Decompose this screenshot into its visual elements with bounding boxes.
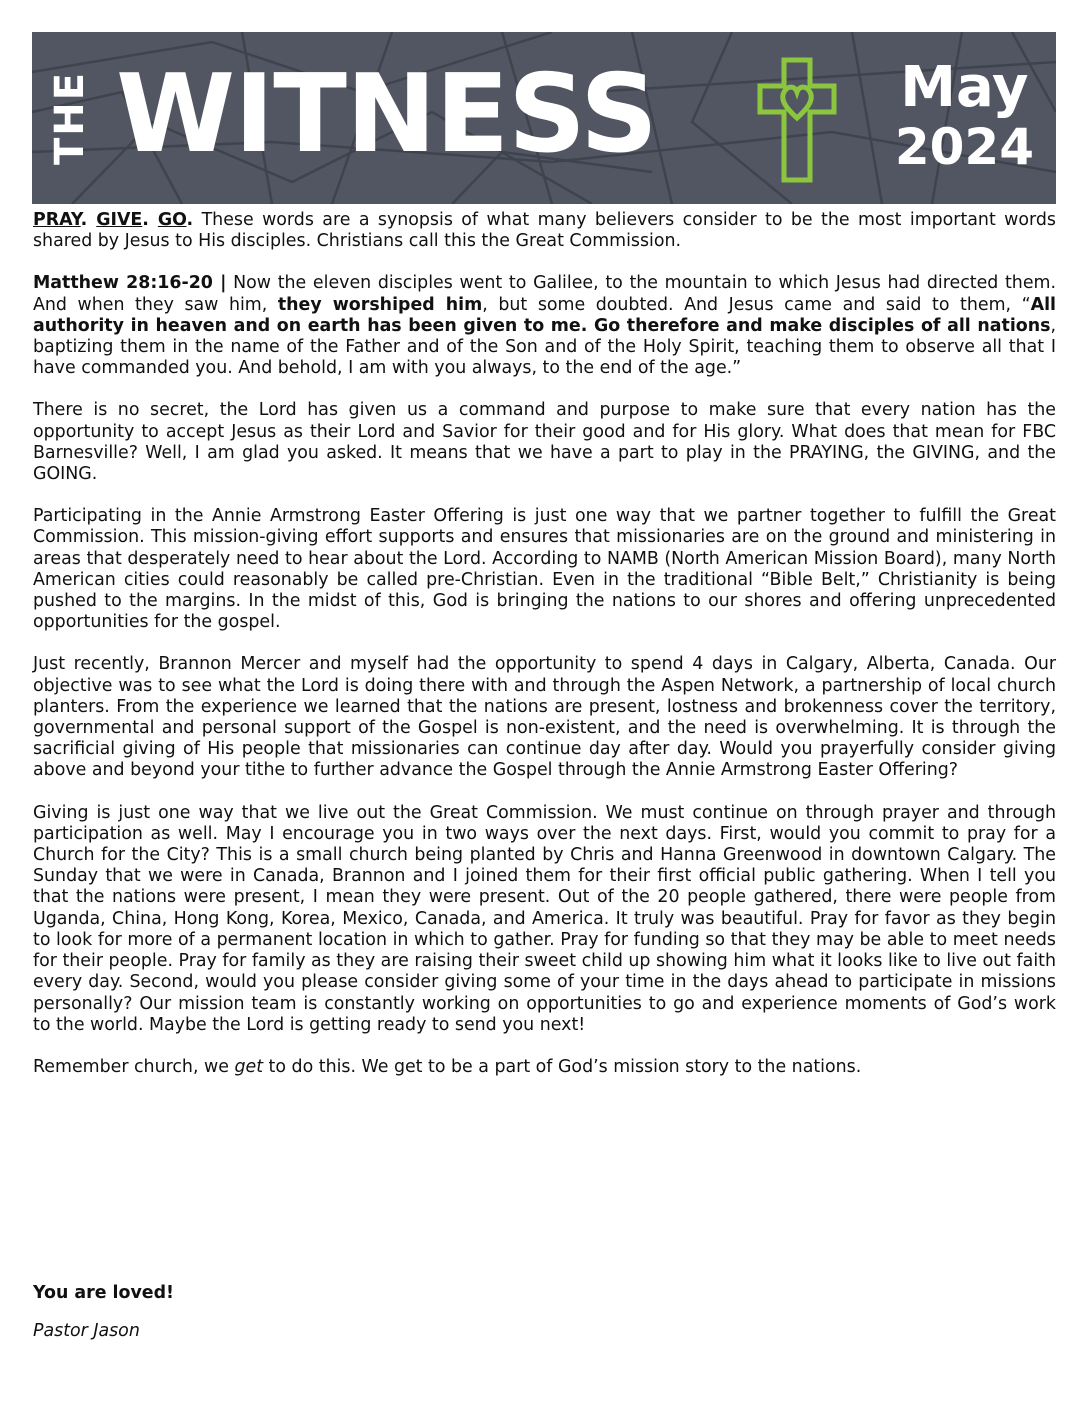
great-commission-quote: All authority in heaven and on earth has been given to me. Go therefore and make disciples of all nations [33,294,1056,336]
issue-year: 2024 [894,118,1034,176]
emphasis-get: get [234,1056,264,1077]
the-label: THE [47,70,93,166]
cross-with-heart-icon [756,56,838,184]
issue-month: May [900,55,1029,120]
intro-text: These words are a synopsis of what many believers consider to be the most important words shared by Jesus to His disciples. Christians call this the Great Commission. [33,210,1056,252]
paragraph: Just recently, Brannon Mercer and myself had the opportunity to spend 4 days in Calgary, Alberta, Canada. Our objective was to see what the Lord is doing there with and through the Aspen Network, a partnership of local church planters. From the experience we learned that the nations are present, lostness and brokenness cover the territory, governmental and personal support of the Gospel is non-existent, and the need is overwhelming. It is through the sacrificial giving of His people that missionaries can continue day after day. Would you prayerfully consider giving above and beyond your tithe to further advance the Gospel through the Annie Armstrong Easter Offering? [33,654,1056,781]
give-keyword: GIVE [96,210,143,230]
intro-paragraph: PRAY. GIVE. GO. These words are a synopsis of what many believers consider to be the most important words shared by Jesus to His disciples. Christians call this the Great Commission. [33,210,1056,252]
issue-date [895,56,1034,174]
closing-line: You are loved! [33,1283,174,1303]
scripture-emphasis: they worshiped him [277,294,483,315]
scripture-paragraph: Matthew 28:16-20 | Now the eleven disciples went to Galilee, to the mountain to which Jesus had directed them. And when they saw him, they worshiped him, but some doubted. And Jesus came and said to them, “All authority in heaven and on earth has been given to me. Go therefore and make disciples of all nations, baptizing them in the name of the Father and of the Son and of the Holy Spirit, teaching them to observe all that I have commanded you. And behold, I am with you always, to the end of the age.” [33,273,1056,379]
masthead-banner [32,32,1056,204]
paragraph: Participating in the Annie Armstrong Easter Offering is just one way that we partner together to fulfill the Great Commission. This mission-giving effort supports and ensures that missionaries are on the ground and ministering in areas that desperately need to hear about the Lord. According to NAMB (North American Mission Board), many North American cities could reasonably be called pre-Christian. Even in the traditional “Bible Belt,” Christianity is being pushed to the margins. In the midst of this, God is bringing the nations to our shores and offering unprecedented opportunities for the gospel. [33,506,1056,633]
scripture-reference: Matthew 28:16-20 | [33,273,227,294]
pray-keyword: PRAY [33,210,81,230]
go-keyword: GO [157,210,187,230]
article-body [33,210,1056,1099]
remember-paragraph: Remember church, we get to do this. We get to be a part of God’s mission story to the nations. [33,1056,862,1077]
paragraph: There is no secret, the Lord has given us a command and purpose to make sure that every nation has the opportunity to accept Jesus as their Lord and Savior for their good and for His glory. What does that mean for FBC Barnesville? Well, I am glad you asked. It means that we have a part to play in the PRAYING, the GIVING, and the GOING. [33,400,1056,485]
closing [33,1283,174,1341]
paragraph: Giving is just one way that we live out the Great Commission. We must continue on through prayer and through participation as well. May I encourage you in two ways over the next days. First, would you commit to pray for a Church for the City? This is a small church being planted by Chris and Hanna Greenwood in downtown Calgary. The Sunday that we were in Canada, Brannon and I joined them for their first official public gathering. When I tell you that the nations were present, I mean they were present. Out of the 20 people gathered, there were people from Uganda, China, Hong Kong, Korea, Mexico, Canada, and America. It truly was beautiful. Pray for favor as they begin to look for more of a permanent location in which to gather. Pray for funding so that they may be able to meet needs for their people. Pray for family as they are raising their sweet child up showing him what it looks like to live out faith every day. Second, would you please consider giving some of your time in the days ahead to participate in missions personally? Our mission team is constantly working on opportunities to go and experience moments of God’s work to the world. Maybe the Lord is getting ready to send you next! [33,802,1056,1035]
signature: Pastor Jason [33,1321,140,1341]
newsletter-title: WITNESS [116,52,657,177]
